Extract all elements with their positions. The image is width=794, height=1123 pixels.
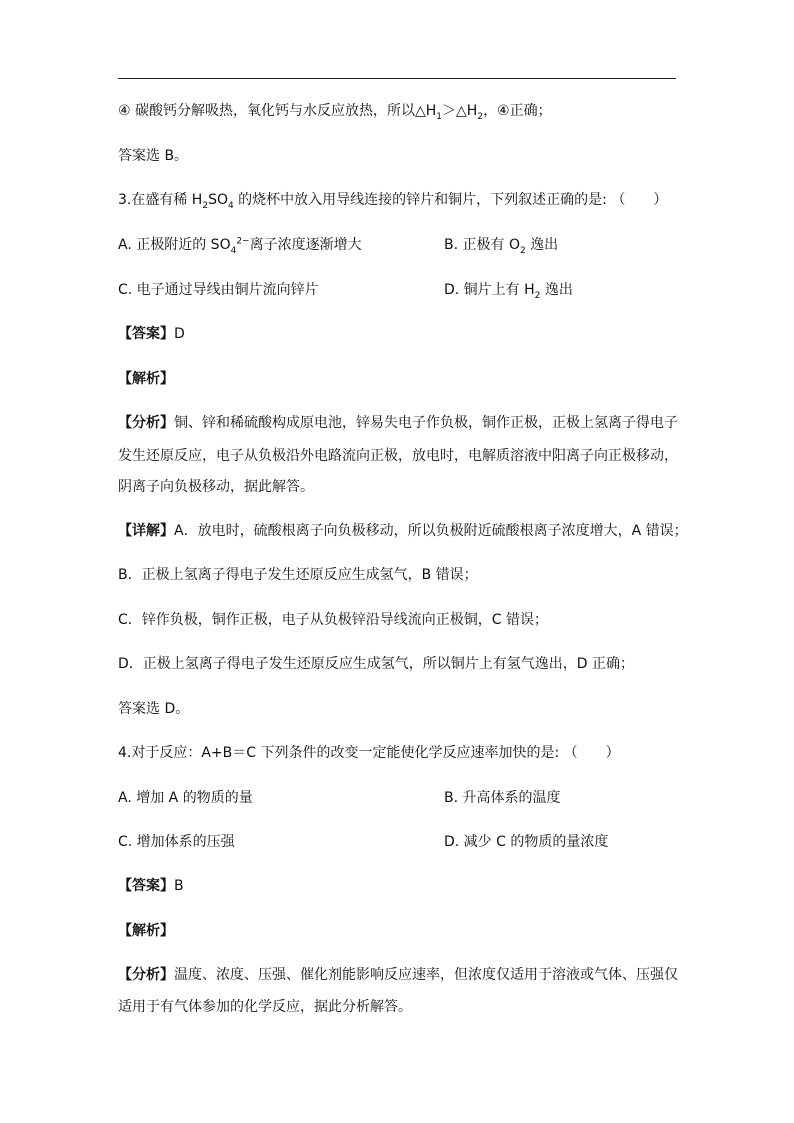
q3-conclusion: 答案选 D。 [118, 701, 190, 717]
q3-xiangjie-b: B．正极上氢离子得电子发生还原反应生成氢气，B 错误； [118, 567, 478, 583]
q4-answer: 【答案】B [118, 878, 184, 894]
q3-fenxi-line3: 阴离子向负极移动，据此解答。 [118, 479, 314, 495]
q3-xiangjie-a: 【详解】A．放电时，硫酸根离子向负极移动，所以负极附近硫酸根离子浓度增大，A 错误； [118, 523, 688, 539]
q3-xiangjie-d: D．正极上氢离子得电子发生还原反应生成氢气，所以铜片上有氢气逸出，D 正确； [118, 656, 635, 672]
prev-item-4: ④ 碳酸钙分解吸热，氧化钙与水反应放热，所以$\triangle H_1>\triangle H_2$，④正确； [118, 103, 552, 122]
q3-option-b: B. 正极有 $O_2$ 逸出 [444, 237, 559, 256]
q3-option-c: C. 电子通过导线由铜片流向锌片 [118, 282, 319, 298]
q3-stem: 3.在盛有稀 $H_2SO_4$ 的烧杯中放入用导线连接的锌片和铜片，下列叙述正确的是: （ ） [118, 192, 668, 211]
q4-fenxi-line2: 适用于有气体参加的化学反应，据此分析解答。 [118, 999, 412, 1015]
q4-option-a: A. 增加 A 的物质的量 [118, 790, 253, 806]
q3-option-d: D. 铜片上有 $H_2$ 逸出 [444, 282, 573, 301]
q3-xiangjie-c: C．锌作负极，铜作正极，电子从负极锌沿导线流向正极铜，C 错误； [118, 612, 548, 628]
q4-option-b: B. 升高体系的温度 [444, 790, 561, 806]
q4-fenxi-line1: 【分析】温度、浓度、压强、催化剂能影响反应速率，但浓度仅适用于溶液或气体、压强仅 [118, 967, 678, 983]
q3-fenxi-line1: 【分析】铜、锌和稀硫酸构成原电池，锌易失电子作负极，铜作正极，正极上氢离子得电子 [118, 415, 678, 431]
q4-option-d: D. 减少 C 的物质的量浓度 [444, 834, 609, 850]
q4-stem: 4.对于反应：A+B＝C 下列条件的改变一定能使化学反应速率加快的是: （ ） [118, 745, 620, 761]
header-rule [118, 78, 676, 79]
prev-conclusion: 答案选 B。 [118, 148, 189, 164]
q4-jiexi-heading: 【解析】 [118, 923, 174, 939]
q3-answer: 【答案】D [118, 326, 185, 342]
q4-option-c: C. 增加体系的压强 [118, 834, 235, 850]
q3-jiexi-heading: 【解析】 [118, 371, 174, 387]
q3-option-a: A. 正极附近的 $SO_4^{2-}$离子浓度逐渐增大 [118, 236, 362, 256]
q3-fenxi-line2: 发生还原反应，电子从负极沿外电路流向正极，放电时，电解质溶液中阳离子向正极移动， [118, 448, 678, 464]
